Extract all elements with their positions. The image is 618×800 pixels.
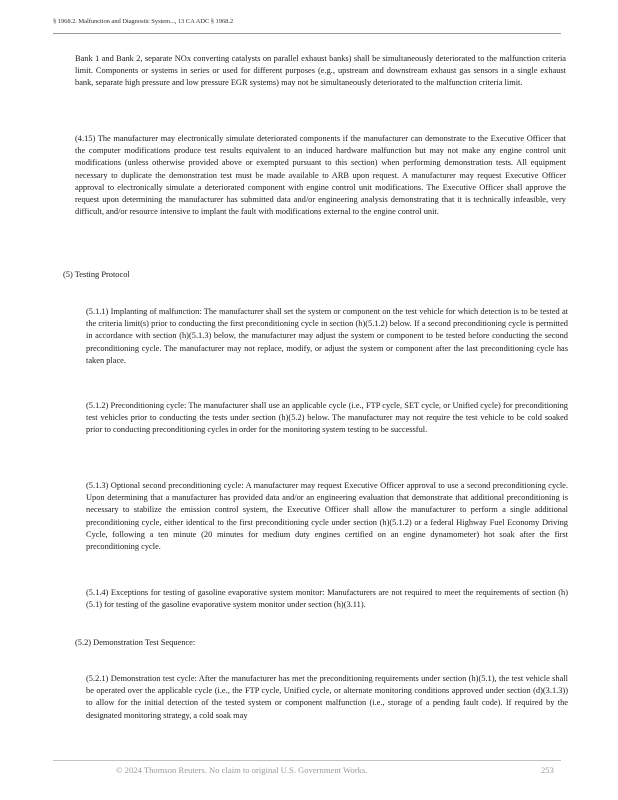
paragraph-5-1-3: (5.1.3) Optional second preconditioning cycle: A manufacturer may request Executive Officer approval to use a second preconditioning cycle. Upon determining that a manufacturer has provided data and/or an engineering evaluation that demonstrate that additional preconditioning is necessary to stabilize the emission control system, the Executive Officer shall allow the manufacturer to perform a single additional preconditioning cycle, either identical to the first preconditioning cycle under section (h)(5.1.2) or a federal Highway Fuel Economy Driving Cycle, following a ten minute (20 minutes for medium duty engines certified on an engine dynamometer) hot soak after the first preconditioning cycle. (86, 481, 568, 552)
paragraph-5-1-4: (5.1.4) Exceptions for testing of gasoline evaporative system monitor: Manufacturers are not required to meet the requirements of section (h)(5.1) for testing of the gasoline evaporative system monitor under section (h)(3.11). (86, 588, 568, 610)
paragraph-5-1-1: (5.1.1) Implanting of malfunction: The manufacturer shall set the system or component on the test vehicle for which detection is to be tested at the criteria limit(s) prior to conducting the first preconditioning cycle in section (h)(5.1.2) below. If a second preconditioning cycle is permitted in accordance with section (h)(5.1.3) below, the manufacturer may adjust the system or component to be tested before conducting the second preconditioning cycle. The manufacturer may not replace, modify, or adjust the system or component after the last preconditioning cycle has taken place. (86, 307, 568, 365)
running-header: § 1968.2. Malfunction and Diagnostic System..., 13 CA ADC § 1968.2 (53, 18, 234, 25)
paragraph-5-1-2: (5.1.2) Preconditioning cycle: The manufacturer shall use an applicable cycle (i.e., FTP cycle, SET cycle, or Unified cycle) for preconditioning test vehicles prior to conducting the tests under section (h)(5.2) below. The manufacturer may not require the test vehicle to be cold soaked prior to conducting preconditioning cycles in order for the monitoring system testing to be successful. (86, 401, 568, 435)
page-number: 253 (541, 765, 554, 775)
heading-demonstration-test-sequence: (5.2) Demonstration Test Sequence: (75, 638, 196, 647)
paragraph-4-15: (4.15) The manufacturer may electronically simulate deteriorated components if the manufacturer can demonstrate to the Executive Officer that the computer modifications produce test results equivalent to an induced hardware malfunction but may not make any engine control unit modifications (unless otherwise provided above or exempted pursuant to this section) when performing demonstration tests. All equipment necessary to duplicate the demonstration test must be made available to ARB upon request. A manufacturer may request Executive Officer approval to electronically simulate a deteriorated component with engine control unit modifications. The Executive Officer shall approve the request upon determining the manufacturer has submitted data and/or engineering analysis demonstrating that it is technically infeasible, very difficult, and/or resource intensive to implant the fault with modifications external to the engine control unit. (75, 134, 566, 217)
paragraph-5-2-1: (5.2.1) Demonstration test cycle: After the manufacturer has met the preconditioning requirements under section (h)(5.1), the test vehicle shall be operated over the applicable cycle (i.e., the FTP cycle, Unified cycle, or alternate monitoring conditions approved under section (d)(3.1.3)) to allow for the initial detection of the tested system or component malfunction (i.e., storage of a pending fault code). If required by the designated monitoring strategy, a cold soak may (86, 674, 568, 720)
heading-testing-protocol: (5) Testing Protocol (63, 270, 130, 279)
footer-divider (53, 760, 561, 761)
footer-copyright: © 2024 Thomson Reuters. No claim to original U.S. Government Works. (116, 765, 368, 775)
header-divider (53, 33, 561, 34)
paragraph-continued: Bank 1 and Bank 2, separate NOx converting catalysts on parallel exhaust banks) shall be simultaneously deteriorated to the malfunction criteria limit. Components or systems in series or used for different purposes (e.g., upstream and downstream exhaust gas sensors in a single exhaust bank, separate high pressure and low pressure EGR systems) may not be simultaneously deteriorated to the malfunction criteria limit. (75, 54, 566, 88)
